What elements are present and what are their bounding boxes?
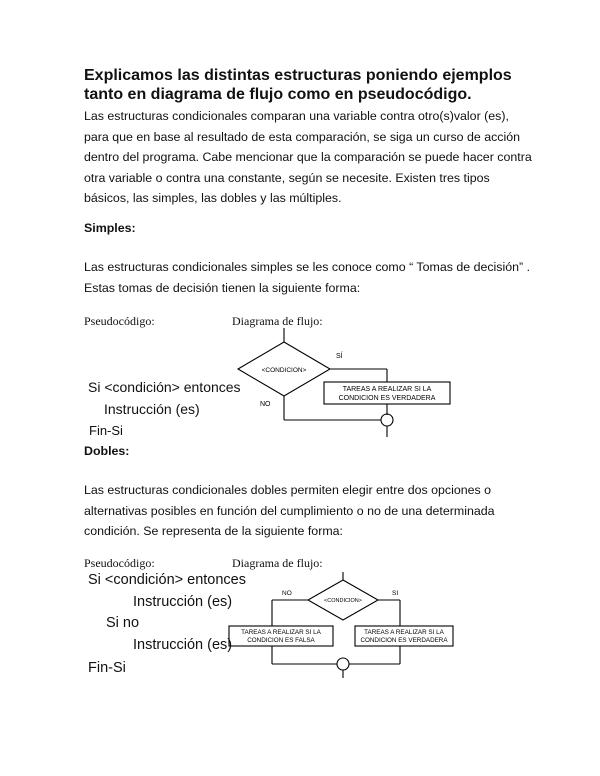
intro-paragraph: Las estructuras condicionales comparan una variable contra otro(s)valor (es), para que en base al resultado de esta comparación, se siga un curso de acción dentro del programa. Cabe mencionar que la comparación se puede hacer contra otra variable o contra una constante, según se necesite. Existen tres tipos básicos, las simples, las dobles y las múltiples. xyxy=(84,109,532,205)
dobles-code-line-2: Instrucción (es) xyxy=(133,594,233,610)
simples-code-line-1: Si <condición> entonces xyxy=(88,379,241,395)
dobles-diagram-label: Diagrama de flujo: xyxy=(232,556,323,570)
dobles-code-line-3: Si no xyxy=(106,615,140,631)
dobles-heading: Dobles: xyxy=(84,444,130,458)
simples-join-circle xyxy=(381,414,393,426)
simples-diagram-label: Diagrama de flujo: xyxy=(232,314,323,328)
page-title: Explicamos las distintas estructuras poniendo ejemplos tanto en diagrama de flujo como en pseudocódigo. xyxy=(84,67,512,103)
dobles-pseudo-label: Pseudocódigo: xyxy=(84,556,155,570)
simples-no-label: NO xyxy=(260,401,271,408)
simples-task-line-2: CONDICION ES VERDADERA xyxy=(338,395,436,402)
simples-task-line-1: TAREAS A REALIZAR SI LA xyxy=(342,386,432,393)
simples-code-line-2: Instrucción (es) xyxy=(104,401,200,417)
dobles-paragraph: Las estructuras condicionales dobles permiten elegir entre dos opciones o alternativas posibles en función del cumplimiento o no de una determinada condición. Se representa de la siguiente forma: xyxy=(84,483,495,538)
dobles-task-true-line-2: CONDICION ES VERDADERA xyxy=(360,637,448,644)
dobles-code-line-5: Fin-Si xyxy=(88,660,126,676)
simples-paragraph: Las estructuras condicionales simples se les conoce como “ Tomas de decisión” . Estas tomas de decisión tienen la siguiente forma: xyxy=(84,260,531,295)
dobles-code-line-4: Instrucción (es) xyxy=(133,637,233,653)
simples-yes-label: SÍ xyxy=(336,353,343,360)
dobles-task-true-line-1: TAREAS A REALIZAR SI LA xyxy=(364,629,444,636)
dobles-join-circle xyxy=(337,658,349,670)
simples-pseudo-label: Pseudocódigo: xyxy=(84,314,155,328)
dobles-condition-text: <CONDICION> xyxy=(324,598,362,604)
simples-code-line-3: Fin-Si xyxy=(89,423,123,438)
simples-heading: Simples: xyxy=(84,221,136,235)
dobles-no-label: NO xyxy=(282,590,292,597)
simples-condition-text: <CONDICION> xyxy=(261,367,307,374)
dobles-task-false-line-1: TAREAS A REALIZAR SI LA xyxy=(241,629,321,636)
dobles-task-false-line-2: CONDICION ES FALSA xyxy=(247,637,315,644)
dobles-code-line-1: Si <condición> entonces xyxy=(88,572,246,588)
dobles-yes-label: SI xyxy=(392,590,399,597)
